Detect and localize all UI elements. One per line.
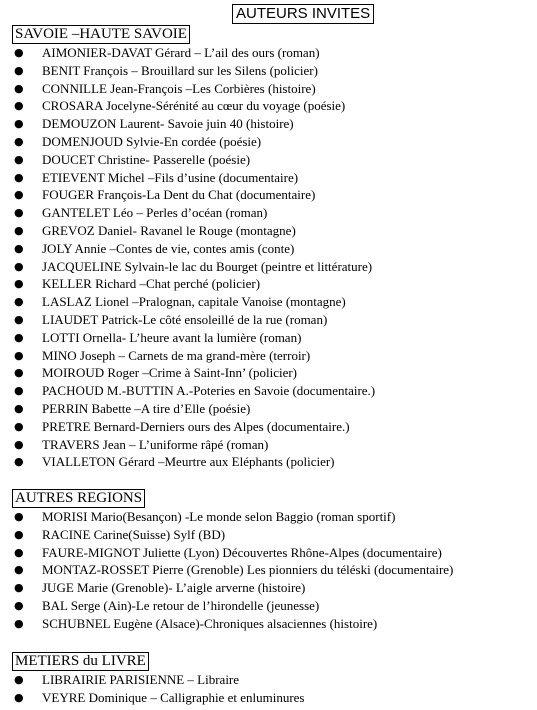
bullet-icon: ● — [14, 81, 24, 95]
list-item: ● MINO Joseph – Carnets de ma grand-mère (terroir) — [14, 347, 311, 363]
bullet-icon: ● — [14, 312, 24, 326]
page-title: AUTEURS INVITES — [232, 4, 374, 24]
bullet-icon: ● — [14, 188, 24, 202]
list-item: ● JACQUELINE Sylvain-le lac du Bourget (peintre et littérature) — [14, 258, 373, 274]
list-item: ● DEMOUZON Laurent- Savoie juin 40 (histoire) — [14, 116, 294, 132]
list-item: ● SCHUBNEL Eugène (Alsace)-Chroniques alsaciennes (histoire) — [14, 615, 378, 631]
list-item: ● TRAVERS Jean – L’uniforme râpé (roman) — [14, 436, 269, 452]
section-heading-autres-regions: AUTRES REGIONS — [12, 489, 145, 508]
bullet-icon: ● — [14, 295, 24, 309]
author-list-autres-regions — [12, 508, 453, 633]
list-item: ● MONTAZ-ROSSET Pierre (Grenoble) Les pionniers du téléski (documentaire) — [14, 562, 454, 578]
list-item: ● FOUGER François-La Dent du Chat (documentaire) — [14, 187, 316, 203]
bullet-icon: ● — [14, 99, 24, 113]
author-list-savoie — [12, 44, 375, 471]
list-item: ● DOUCET Christine- Passerelle (poésie) — [14, 151, 251, 167]
bullet-icon: ● — [14, 277, 24, 291]
section-heading-savoie: SAVOIE –HAUTE SAVOIE — [12, 25, 190, 44]
bullet-icon: ● — [14, 455, 24, 469]
list-item: ● LIBRAIRIE PARISIENNE – Libraire — [14, 672, 240, 687]
bullet-icon: ● — [14, 46, 24, 59]
list-item: ● ETIEVENT Michel –Fils d’usine (documentaire) — [14, 169, 299, 185]
bullet-icon: ● — [14, 563, 24, 577]
list-item: ● PRETRE Bernard-Derniers ours des Alpes (documentaire.) — [14, 418, 350, 434]
list-item: ● KELLER Richard –Chat perché (policier) — [14, 276, 261, 292]
bullet-icon: ● — [14, 117, 24, 131]
list-item: ● PACHOUD M.-BUTTIN A.-Poteries en Savoie (documentaire.) — [14, 383, 376, 399]
list-item: ● CONNILLE Jean-François –Les Corbières (histoire) — [14, 80, 316, 96]
bullet-icon: ● — [14, 401, 24, 415]
bullet-icon: ● — [14, 690, 24, 704]
bullet-icon: ● — [14, 206, 24, 220]
bullet-icon: ● — [14, 616, 24, 630]
bullet-icon: ● — [14, 581, 24, 595]
list-item: ● LOTTI Ornella- L’heure avant la lumière (roman) — [14, 329, 302, 345]
bullet-icon: ● — [14, 366, 24, 380]
list-item: ● BAL Serge (Ain)-Le retour de l’hirondelle (jeunesse) — [14, 597, 320, 613]
list-item: ● VEYRE Dominique – Calligraphie et enluminures — [14, 689, 305, 705]
list-item: ● DOMENJOUD Sylvie-En cordée (poésie) — [14, 133, 262, 149]
list-item: ● GANTELET Léo – Perles d’océan (roman) — [14, 205, 268, 221]
bullet-icon: ● — [14, 527, 24, 541]
list-item: ● JOLY Annie –Contes de vie, contes amis (conte) — [14, 240, 295, 256]
bullet-icon: ● — [14, 223, 24, 237]
bullet-icon: ● — [14, 545, 24, 559]
list-item: ● PERRIN Babette –A tire d’Elle (poésie) — [14, 400, 251, 416]
bullet-icon: ● — [14, 134, 24, 148]
list-item: ● VIALLETON Gérard –Meurtre aux Eléphants (policier) — [14, 454, 335, 470]
list-item: ● MORISI Mario(Besançon) -Le monde selon Baggio (roman sportif) — [14, 509, 396, 524]
list-item: ● LIAUDET Patrick-Le côté ensoleillé de la rue (roman) — [14, 311, 328, 327]
bullet-icon: ● — [14, 348, 24, 362]
list-item: ● LASLAZ Lionel –Pralognan, capitale Vanoise (montagne) — [14, 294, 346, 310]
bullet-icon: ● — [14, 152, 24, 166]
bullet-icon: ● — [14, 419, 24, 433]
list-metiers-du-livre — [12, 671, 304, 707]
bullet-icon: ● — [14, 384, 24, 398]
list-item: ● CROSARA Jocelyne-Sérénité au cœur du voyage (poésie) — [14, 98, 346, 114]
bullet-icon: ● — [14, 673, 24, 686]
bullet-icon: ● — [14, 170, 24, 184]
bullet-icon: ● — [14, 437, 24, 451]
list-item: ● FAURE-MIGNOT Juliette (Lyon) Découvertes Rhône-Alpes (documentaire) — [14, 544, 442, 560]
bullet-icon: ● — [14, 241, 24, 255]
bullet-icon: ● — [14, 259, 24, 273]
bullet-icon: ● — [14, 63, 24, 77]
list-item: ● BENIT François – Brouillard sur les Silens (policier) — [14, 62, 318, 78]
bullet-icon: ● — [14, 330, 24, 344]
bullet-icon: ● — [14, 598, 24, 612]
list-item: ● RACINE Carine(Suisse) Sylf (BD) — [14, 526, 226, 542]
list-item: ● MOIROUD Roger –Crime à Saint-Inn’ (policier) — [14, 365, 298, 381]
section-heading-metiers-du-livre: METIERS du LIVRE — [12, 652, 149, 671]
list-item: ● AIMONIER-DAVAT Gérard – L’ail des ours (roman) — [14, 45, 320, 60]
bullet-icon: ● — [14, 510, 24, 523]
list-item: ● GREVOZ Daniel- Ravanel le Rouge (montagne) — [14, 222, 296, 238]
list-item: ● JUGE Marie (Grenoble)- L’aigle arverne (histoire) — [14, 580, 306, 596]
